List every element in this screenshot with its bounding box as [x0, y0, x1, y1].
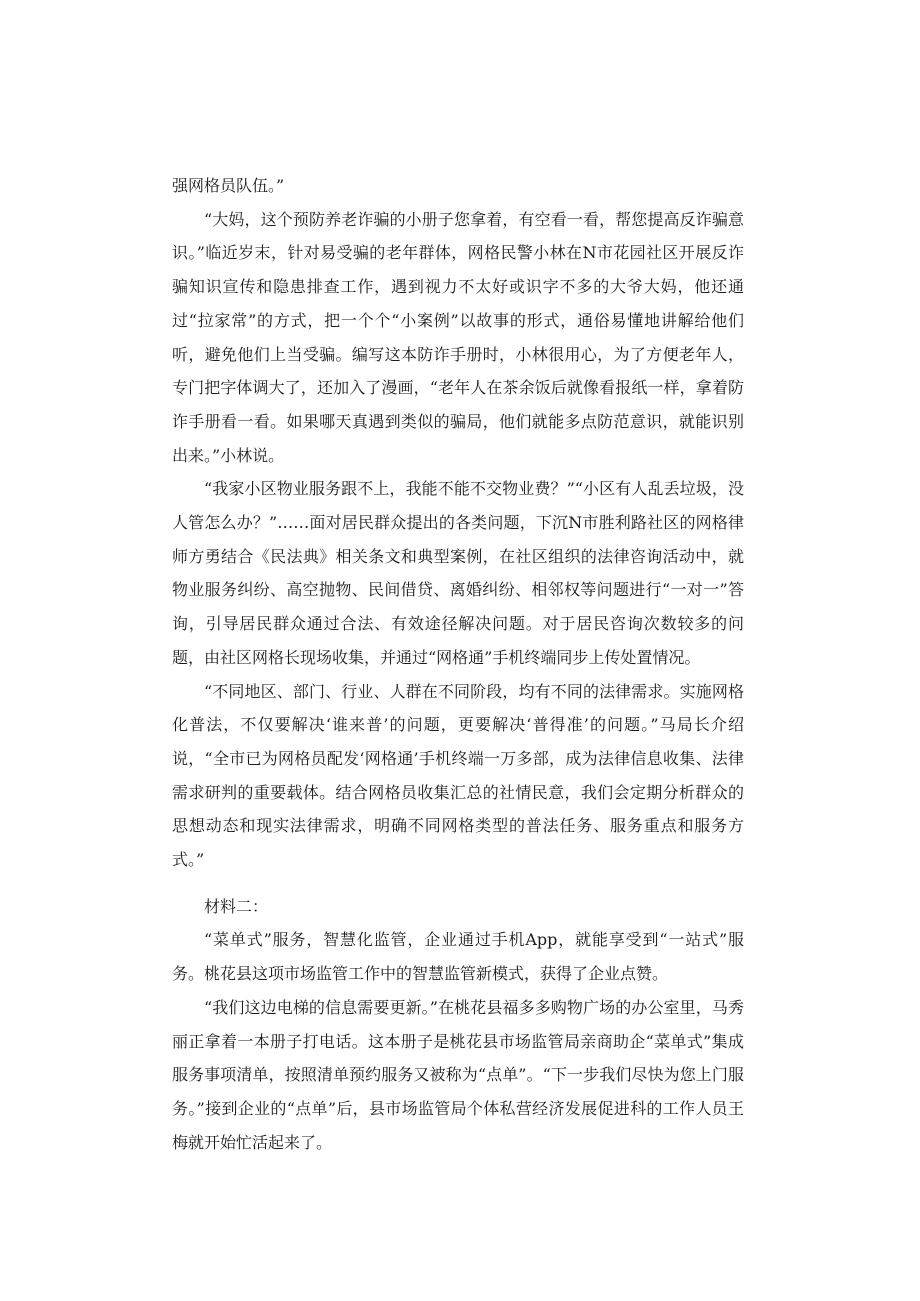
article-body	[172, 169, 744, 1159]
paragraph-5: “菜单式”服务，智慧化监管，企业通过手机App，就能享受到“一站式”服务。桃花县这项市场监管工作中的智慧监管新模式，获得了企业点赞。	[172, 930, 744, 984]
paragraph-2: “大妈，这个预防养老诈骗的小册子您拿着，有空看一看，帮您提高反诈骗意识。”临近岁末，针对易受骗的老年群体，网格民警小林在N市花园社区开展反诈骗知识宣传和隐患排查工作，遇到视力不太好或识字不多的大爷大妈，他还通过“拉家常”的方式，把一个个“小案例”以故事的形式，通俗易懂地讲解给他们听，避免他们上当受骗。编写这本防诈手册时，小林很用心，为了方便老年人，专门把字体调大了，还加入了漫画，“老年人在茶余饭后就像看报纸一样，拿着防诈手册看一看。如果哪天真遇到类似的骗局，他们就能多点防范意识，就能识别出来。”小林说。	[172, 209, 744, 465]
paragraph-4: “不同地区、部门、行业、人群在不同阶段，均有不同的法律需求。实施网格化普法，不仅要解决‘谁来普’的问题，更要解决‘普得准’的问题。”马局长介绍说，“全市已为网格员配发‘网格通’手机终端一万多部，成为法律信息收集、法律需求研判的重要载体。结合网格员收集汇总的社情民意，我们会定期分析群众的思想动态和现实法律需求，明确不同网格类型的普法任务、服务重点和服务方式。”	[172, 681, 744, 870]
paragraph-1: 强网格员队伍。”	[172, 176, 285, 195]
paragraph-3: “我家小区物业服务跟不上，我能不能不交物业费？”“小区有人乱丢垃圾，没人管怎么办？”……面对居民群众提出的各类问题，下沉N市胜利路社区的网格律师方勇结合《民法典》相关条文和典型案例，在社区组织的法律咨询活动中，就物业服务纠纷、高空抛物、民间借贷、离婚纠纷、相邻权等问题进行“一对一”答询，引导居民群众通过合法、有效途径解决问题。对于居民咨询次数较多的问题，由社区网格长现场收集，并通过“网格通”手机终端同步上传处置情况。	[172, 479, 744, 667]
section-heading-material-2: 材料二：	[204, 896, 269, 916]
paragraph-6: “我们这边电梯的信息需要更新。”在桃花县福多多购物广场的办公室里，马秀丽正拿着一本册子打电话。这本册子是桃花县市场监管局亲商助企“菜单式”集成服务事项清单，按照清单预约服务又被称为“点单”。“下一步我们尽快为您上门服务。”接到企业的“点单”后，县市场监管局个体私营经济发展促进科的工作人员王梅就开始忙活起来了。	[172, 997, 744, 1152]
